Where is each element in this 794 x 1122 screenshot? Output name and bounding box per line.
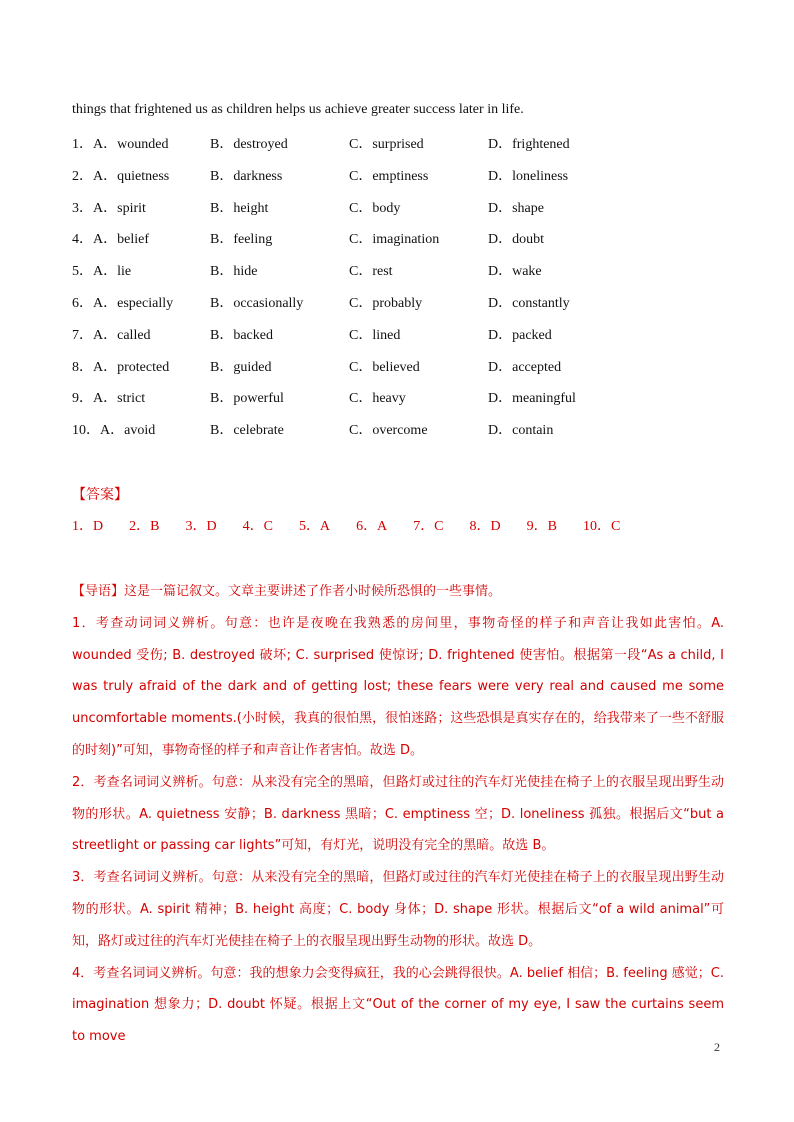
option-c: C．rest	[349, 264, 393, 280]
explanation-item-4: 4．考查名词词义辨析。句意：我的想象力会变得疯狂，我的心会跳得很快。A. belief 相信；B. feeling 感觉；C. imagination 想象力；D. doubt 怀疑。根据上文“Out of the corner of my eye, I saw the curtains seem to move	[72, 965, 724, 1045]
option-a-cell	[72, 197, 146, 217]
option-row	[72, 228, 724, 260]
option-b: B．celebrate	[210, 423, 284, 439]
answer-item: 9．B	[526, 519, 557, 534]
option-c: C．believed	[349, 359, 420, 375]
option-d: D．packed	[488, 327, 552, 343]
option-b: B．hide	[210, 264, 258, 280]
option-a-cell	[72, 324, 151, 344]
explanation-item-1: 1．考查动词词义辨析。句意：也许是夜晚在我熟悉的房间里，事物奇怪的样子和声音让我如此害怕。A. wounded 受伤; B. destroyed 破坏; C. surprised 使惊讶; D. frightened 使害怕。根据第一段“As a child, I was truly afraid of the dark and of getting lost; these fears were very real and caused me some uncomfortable moments.(小时候，我真的很怕黑，很怕迷路；这些恐惧是真实存在的，给我带来了一些不舒服的时刻)”可知，事物奇怪的样子和声音让作者害怕。故选 D。	[72, 615, 724, 758]
option-b: B．occasionally	[210, 295, 304, 311]
question-number: 5．A．	[72, 264, 118, 280]
answer-heading: 【答案】	[72, 487, 128, 503]
option-a: quietness	[117, 168, 170, 184]
option-c: C．emptiness	[349, 168, 429, 184]
answer-item: 8．D	[469, 519, 501, 534]
option-b: B．backed	[210, 327, 273, 343]
option-row	[72, 356, 724, 388]
answer-item: 7．C	[413, 519, 444, 534]
option-a: spirit	[117, 200, 146, 216]
question-number: 1．A．	[72, 137, 118, 152]
explanation-item-2: 2．考查名词词义辨析。句意：从来没有完全的黑暗，但路灯或过往的汽车灯光使挂在椅子上的衣服呈现出野生动物的形状。A. quietness 安静；B. darkness 黑暗；C. emptiness 空；D. loneliness 孤独。根据后文“but a streetlight or passing car lights”可知，有灯光，说明没有完全的黑暗。故选 B。	[72, 774, 724, 854]
option-a-cell	[72, 387, 145, 407]
option-row	[72, 324, 724, 356]
option-row	[72, 260, 724, 292]
option-b: B．guided	[210, 359, 272, 375]
option-d: D．loneliness	[488, 168, 569, 184]
option-d: D．shape	[488, 200, 544, 216]
answer-item: 6．A	[356, 519, 388, 534]
option-c: C．heavy	[349, 391, 406, 407]
option-a: belief	[117, 232, 149, 248]
option-d: D．doubt	[488, 232, 544, 248]
option-b: B．darkness	[210, 168, 283, 184]
option-a: strict	[117, 391, 146, 407]
question-number: 4．A．	[72, 232, 118, 248]
option-c: C．surprised	[349, 137, 424, 152]
option-c: C．overcome	[349, 423, 428, 439]
explanation-section	[72, 576, 724, 1053]
option-a: called	[117, 327, 151, 343]
option-a-cell	[72, 133, 168, 153]
option-row	[72, 387, 724, 419]
option-d: D．contain	[488, 423, 554, 439]
option-row	[72, 419, 724, 451]
option-b: B．powerful	[210, 391, 284, 407]
option-b: B．feeling	[210, 232, 273, 248]
option-a: wounded	[117, 137, 169, 152]
question-number: 6．A．	[72, 295, 118, 311]
option-a: protected	[117, 359, 170, 375]
option-d: D．frightened	[488, 137, 570, 152]
option-a-cell	[72, 356, 169, 376]
option-a-cell	[72, 260, 131, 280]
answer-item: 10．C	[583, 519, 621, 534]
page-number: 2	[714, 1040, 720, 1054]
option-a-cell	[72, 228, 149, 248]
answer-item: 5．A	[298, 519, 331, 534]
option-d: D．constantly	[488, 295, 570, 311]
answer-item: 3．D	[185, 519, 217, 534]
option-d: D．accepted	[488, 359, 562, 375]
option-d: D．meaningful	[488, 391, 576, 407]
question-number: 10．A．	[72, 423, 125, 439]
guide-text: 【导语】这是一篇记叙文。文章主要讲述了作者小时候所恐惧的一些事情。	[72, 584, 502, 599]
question-number: 9．A．	[72, 391, 118, 407]
option-c: C．body	[349, 200, 401, 216]
option-a-cell	[72, 292, 173, 312]
answer-item: 4．C	[242, 519, 273, 534]
explanation-item-3: 3．考查名词词义辨析。句意：从来没有完全的黑暗，但路灯或过往的汽车灯光使挂在椅子上的衣服呈现出野生动物的形状。A. spirit 精神；B. height 高度；C. body 身体；D. shape 形状。根据后文“of a wild animal”可知，路灯或过往的汽车灯光使挂在椅子上的衣服呈现出野生动物的形状。故选 D。	[72, 870, 724, 949]
option-a: avoid	[124, 423, 156, 439]
option-a: lie	[117, 264, 132, 280]
answer-item: 2．B	[129, 519, 160, 534]
question-number: 2．A．	[72, 168, 118, 184]
option-c: C．probably	[349, 295, 423, 311]
option-a-cell	[72, 165, 169, 185]
option-row	[72, 133, 724, 165]
answer-key	[72, 515, 646, 535]
option-c: C．lined	[349, 327, 401, 343]
option-b: B．destroyed	[210, 137, 288, 152]
option-b: B．height	[210, 200, 269, 216]
question-number: 3．A．	[72, 200, 118, 216]
option-c: C．imagination	[349, 232, 440, 248]
passage-final-line: things that frightened us as children helps us achieve greater success later in life.	[72, 102, 524, 117]
answer-item: 1．D	[72, 519, 104, 534]
option-d: D．wake	[488, 264, 542, 280]
option-row	[72, 292, 724, 324]
option-row	[72, 165, 724, 197]
question-number: 7．A．	[72, 327, 118, 343]
options-list	[72, 133, 724, 451]
option-a-cell	[72, 419, 155, 439]
question-number: 8．A．	[72, 359, 118, 375]
option-row	[72, 197, 724, 229]
option-a: especially	[117, 295, 174, 311]
